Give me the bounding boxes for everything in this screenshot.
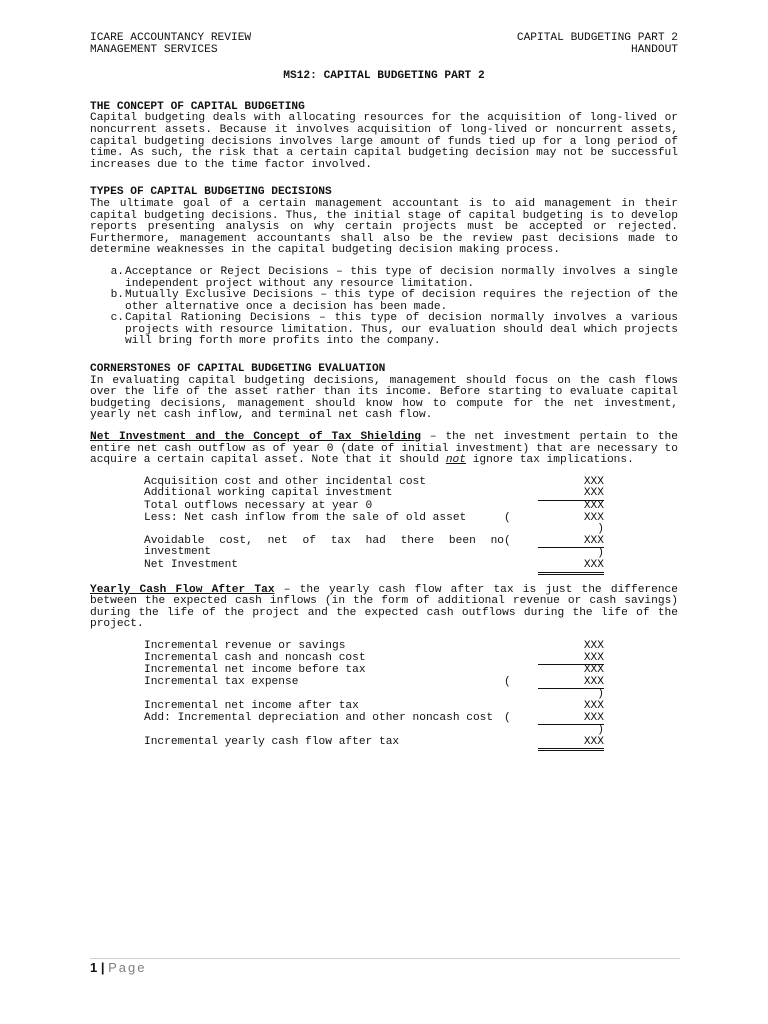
yearly-cash-flow-paragraph (90, 585, 678, 631)
row-amount: XXX (583, 500, 604, 512)
row-amount: XXX (583, 475, 604, 488)
net-investment-text-end: ignore tax implications. (465, 454, 634, 467)
row-label: Incremental revenue or savings (144, 639, 346, 652)
document-page (90, 33, 678, 751)
row-label: Additional working capital investment (144, 487, 393, 500)
table-row (144, 560, 604, 575)
running-header (90, 33, 678, 56)
row-amount: XXX (534, 560, 604, 575)
page-footer (90, 960, 147, 975)
decision-types-list (90, 267, 678, 348)
row-open-paren: ( (504, 675, 511, 688)
types-heading: TYPES OF CAPITAL BUDGETING DECISIONS (90, 186, 332, 199)
row-open-paren (504, 501, 534, 513)
table-row (144, 641, 604, 653)
table-row (144, 513, 604, 536)
list-marker: a. (110, 265, 124, 278)
list-item (90, 313, 678, 348)
page-number: 1 (90, 960, 98, 975)
cornerstones-paragraph: In evaluating capital budgeting decisions, management should focus on the cash flows over the life of the asset rather than its income. Before starting to evaluate capital budgeting decisions, management should know how to compute for the net investment, yearly net cash inflow, and terminal net cash flow. (90, 374, 678, 422)
row-open-paren (504, 488, 534, 501)
emphasis-not: not (445, 454, 466, 467)
types-paragraph: The ultimate goal of a certain management accountant is to aid management in their capital budgeting decisions. Thus, the initial stage of capital budgeting is to develop reports presenting analysis on why certain projects must be accepted or rejected. Furthermore, management accountants shall also be the review past decisions made to determine weaknesses in the capital budgeting decision making process. (90, 197, 678, 257)
row-open-paren (504, 665, 534, 677)
row-label: Incremental net income after tax (144, 699, 359, 712)
header-right (517, 33, 678, 56)
row-label: Incremental tax expense (144, 675, 299, 688)
table-row (144, 536, 604, 560)
row-amount: XXX (534, 488, 604, 501)
net-investment-paragraph (90, 432, 678, 467)
list-marker: c. (110, 312, 124, 325)
table-row (144, 713, 604, 737)
net-investment-text: – the net investment pertain to the entire net cash outflow as of year 0 (date of initial investment) that are necessary to acquire a certain capital asset. Note that it should (90, 431, 678, 467)
list-item (90, 290, 678, 313)
row-amount: XXX) (534, 677, 604, 701)
net-investment-schedule (144, 477, 604, 575)
list-marker: b. (110, 289, 124, 302)
row-open-paren: ( (504, 534, 511, 547)
row-open-paren (504, 653, 534, 666)
row-label: Acquisition cost and other incidental cost (144, 475, 426, 488)
header-doc-type: HANDOUT (631, 43, 678, 56)
row-open-paren (504, 477, 534, 489)
concept-heading: THE CONCEPT OF CAPITAL BUDGETING (90, 100, 305, 113)
row-label: Less: Net cash inflow from the sale of old asset (144, 511, 467, 524)
row-open-paren (504, 560, 534, 575)
row-label: Incremental net income before tax (144, 664, 366, 677)
row-label: Net Investment (144, 558, 238, 571)
row-amount: XXX (534, 653, 604, 666)
row-label: Avoidable cost, net of tax had there been no investment (144, 534, 504, 559)
list-item-text: Capital Rationing Decisions – this type of decision normally involves a various projects with resource limitation. Thus, our evaluation should deal which projects will bring forth more profits into the company. (125, 312, 678, 348)
header-dept: MANAGEMENT SERVICES (90, 43, 218, 56)
row-label: Add: Incremental depreciation and other noncash cost (144, 711, 494, 724)
net-investment-term: Net Investment and the Concept of Tax Shielding (90, 431, 421, 444)
page-label: Page (108, 960, 147, 975)
yearly-cash-flow-text: – the yearly cash flow after tax is just the difference between the expected cash inflows (in the form of additional revenue or cash savings) during the life of the project and the expected cash outflows during the life of the project. (90, 583, 678, 631)
row-amount: XXX (583, 639, 604, 652)
row-open-paren (504, 641, 534, 653)
yearly-cash-flow-schedule (144, 641, 604, 751)
row-open-paren (504, 737, 534, 752)
header-org: ICARE ACCOUNTANCY REVIEW (90, 32, 252, 44)
table-row (144, 677, 604, 701)
list-item-text: Acceptance or Reject Decisions – this type of decision normally involves a single independent project without any resource limitation. (125, 265, 678, 290)
row-amount: XXX) (583, 511, 604, 536)
concept-paragraph: Capital budgeting deals with allocating resources for the acquisition of long-lived or noncurrent assets. Because it involves acquisition of long-lived or noncurrent assets, capital budgeting decisions involves large amount of funds tied up for a long period of time. As such, the risk that a certain capital budgeting decision may not be successful increases due to the time factor involved. (90, 112, 678, 171)
row-amount: XXX (534, 737, 604, 752)
table-row (144, 501, 604, 513)
list-item (90, 267, 678, 290)
row-label: Total outflows necessary at year 0 (144, 500, 373, 512)
header-topic: CAPITAL BUDGETING PART 2 (516, 32, 678, 44)
row-amount: XXX (583, 664, 604, 677)
row-open-paren (504, 701, 534, 713)
header-left (90, 33, 251, 56)
document-title: MS12: CAPITAL BUDGETING PART 2 (283, 70, 485, 83)
row-amount: XXX) (534, 536, 604, 560)
list-item-text: Mutually Exclusive Decisions – this type of decision requires the rejection of the other alternative once a decision has been made. (125, 289, 678, 313)
footer-separator: | (100, 960, 105, 975)
row-open-paren: ( (504, 511, 511, 524)
row-amount: XXX (583, 699, 604, 712)
table-row (144, 701, 604, 713)
row-label: Incremental cash and noncash cost (144, 651, 366, 664)
row-amount: XXX) (534, 713, 604, 737)
row-label: Incremental yearly cash flow after tax (144, 735, 400, 748)
cornerstones-heading: CORNERSTONES OF CAPITAL BUDGETING EVALUATION (90, 363, 386, 376)
yearly-cash-flow-term: Yearly Cash Flow After Tax (90, 583, 275, 596)
table-row (144, 737, 604, 752)
table-row (144, 665, 604, 677)
footer-divider (90, 958, 680, 959)
row-open-paren: ( (504, 711, 511, 724)
